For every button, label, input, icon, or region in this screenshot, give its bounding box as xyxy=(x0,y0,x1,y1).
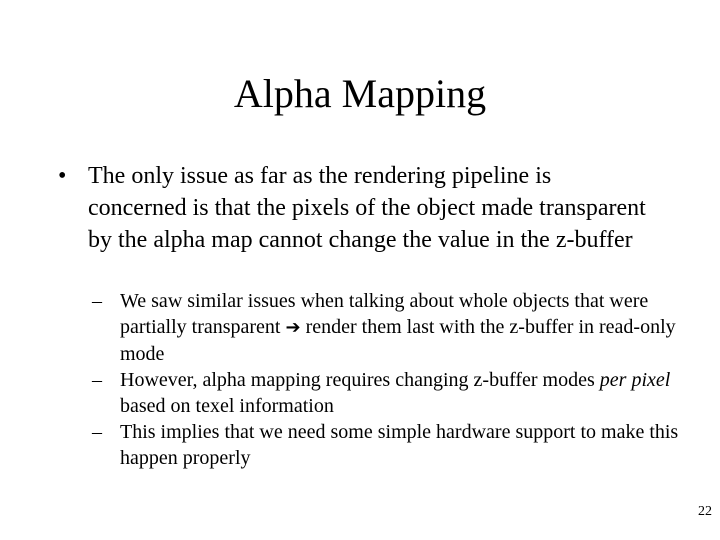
dash-icon: – xyxy=(92,421,102,443)
sub-bullet-1-text-b: render them last with the z-buffer in read-only mode xyxy=(120,316,676,365)
sub-bullet-1-text-a: We saw similar issues when talking about whole objects that were partially transparent xyxy=(120,290,649,338)
sub-bullet-3-text: This implies that we need some simple hardware support to make this happen properly xyxy=(120,421,679,469)
bullet-dot-icon: • xyxy=(58,163,67,189)
sub-bullet-3 xyxy=(92,419,692,471)
sub-bullet-2-text-a: However, alpha mapping requires changing z-buffer modes xyxy=(120,369,600,391)
sub-bullet-list xyxy=(92,288,692,471)
sub-bullet-2-italic: per pixel xyxy=(599,369,671,391)
sub-bullet-2 xyxy=(92,367,692,419)
main-bullet-text: The only issue as far as the rendering pipeline is concerned is that the pixels of the object made transparent by the alpha map cannot change the value in the z-buffer xyxy=(88,163,646,253)
slide-title: Alpha Mapping xyxy=(233,71,487,116)
dash-icon: – xyxy=(92,290,102,312)
page-number: 22 xyxy=(698,504,712,519)
sub-bullet-1 xyxy=(92,288,692,367)
sub-bullet-2-text-b: based on texel information xyxy=(120,395,334,417)
dash-icon: – xyxy=(92,369,102,391)
right-arrow-icon: ➔ xyxy=(285,317,301,338)
